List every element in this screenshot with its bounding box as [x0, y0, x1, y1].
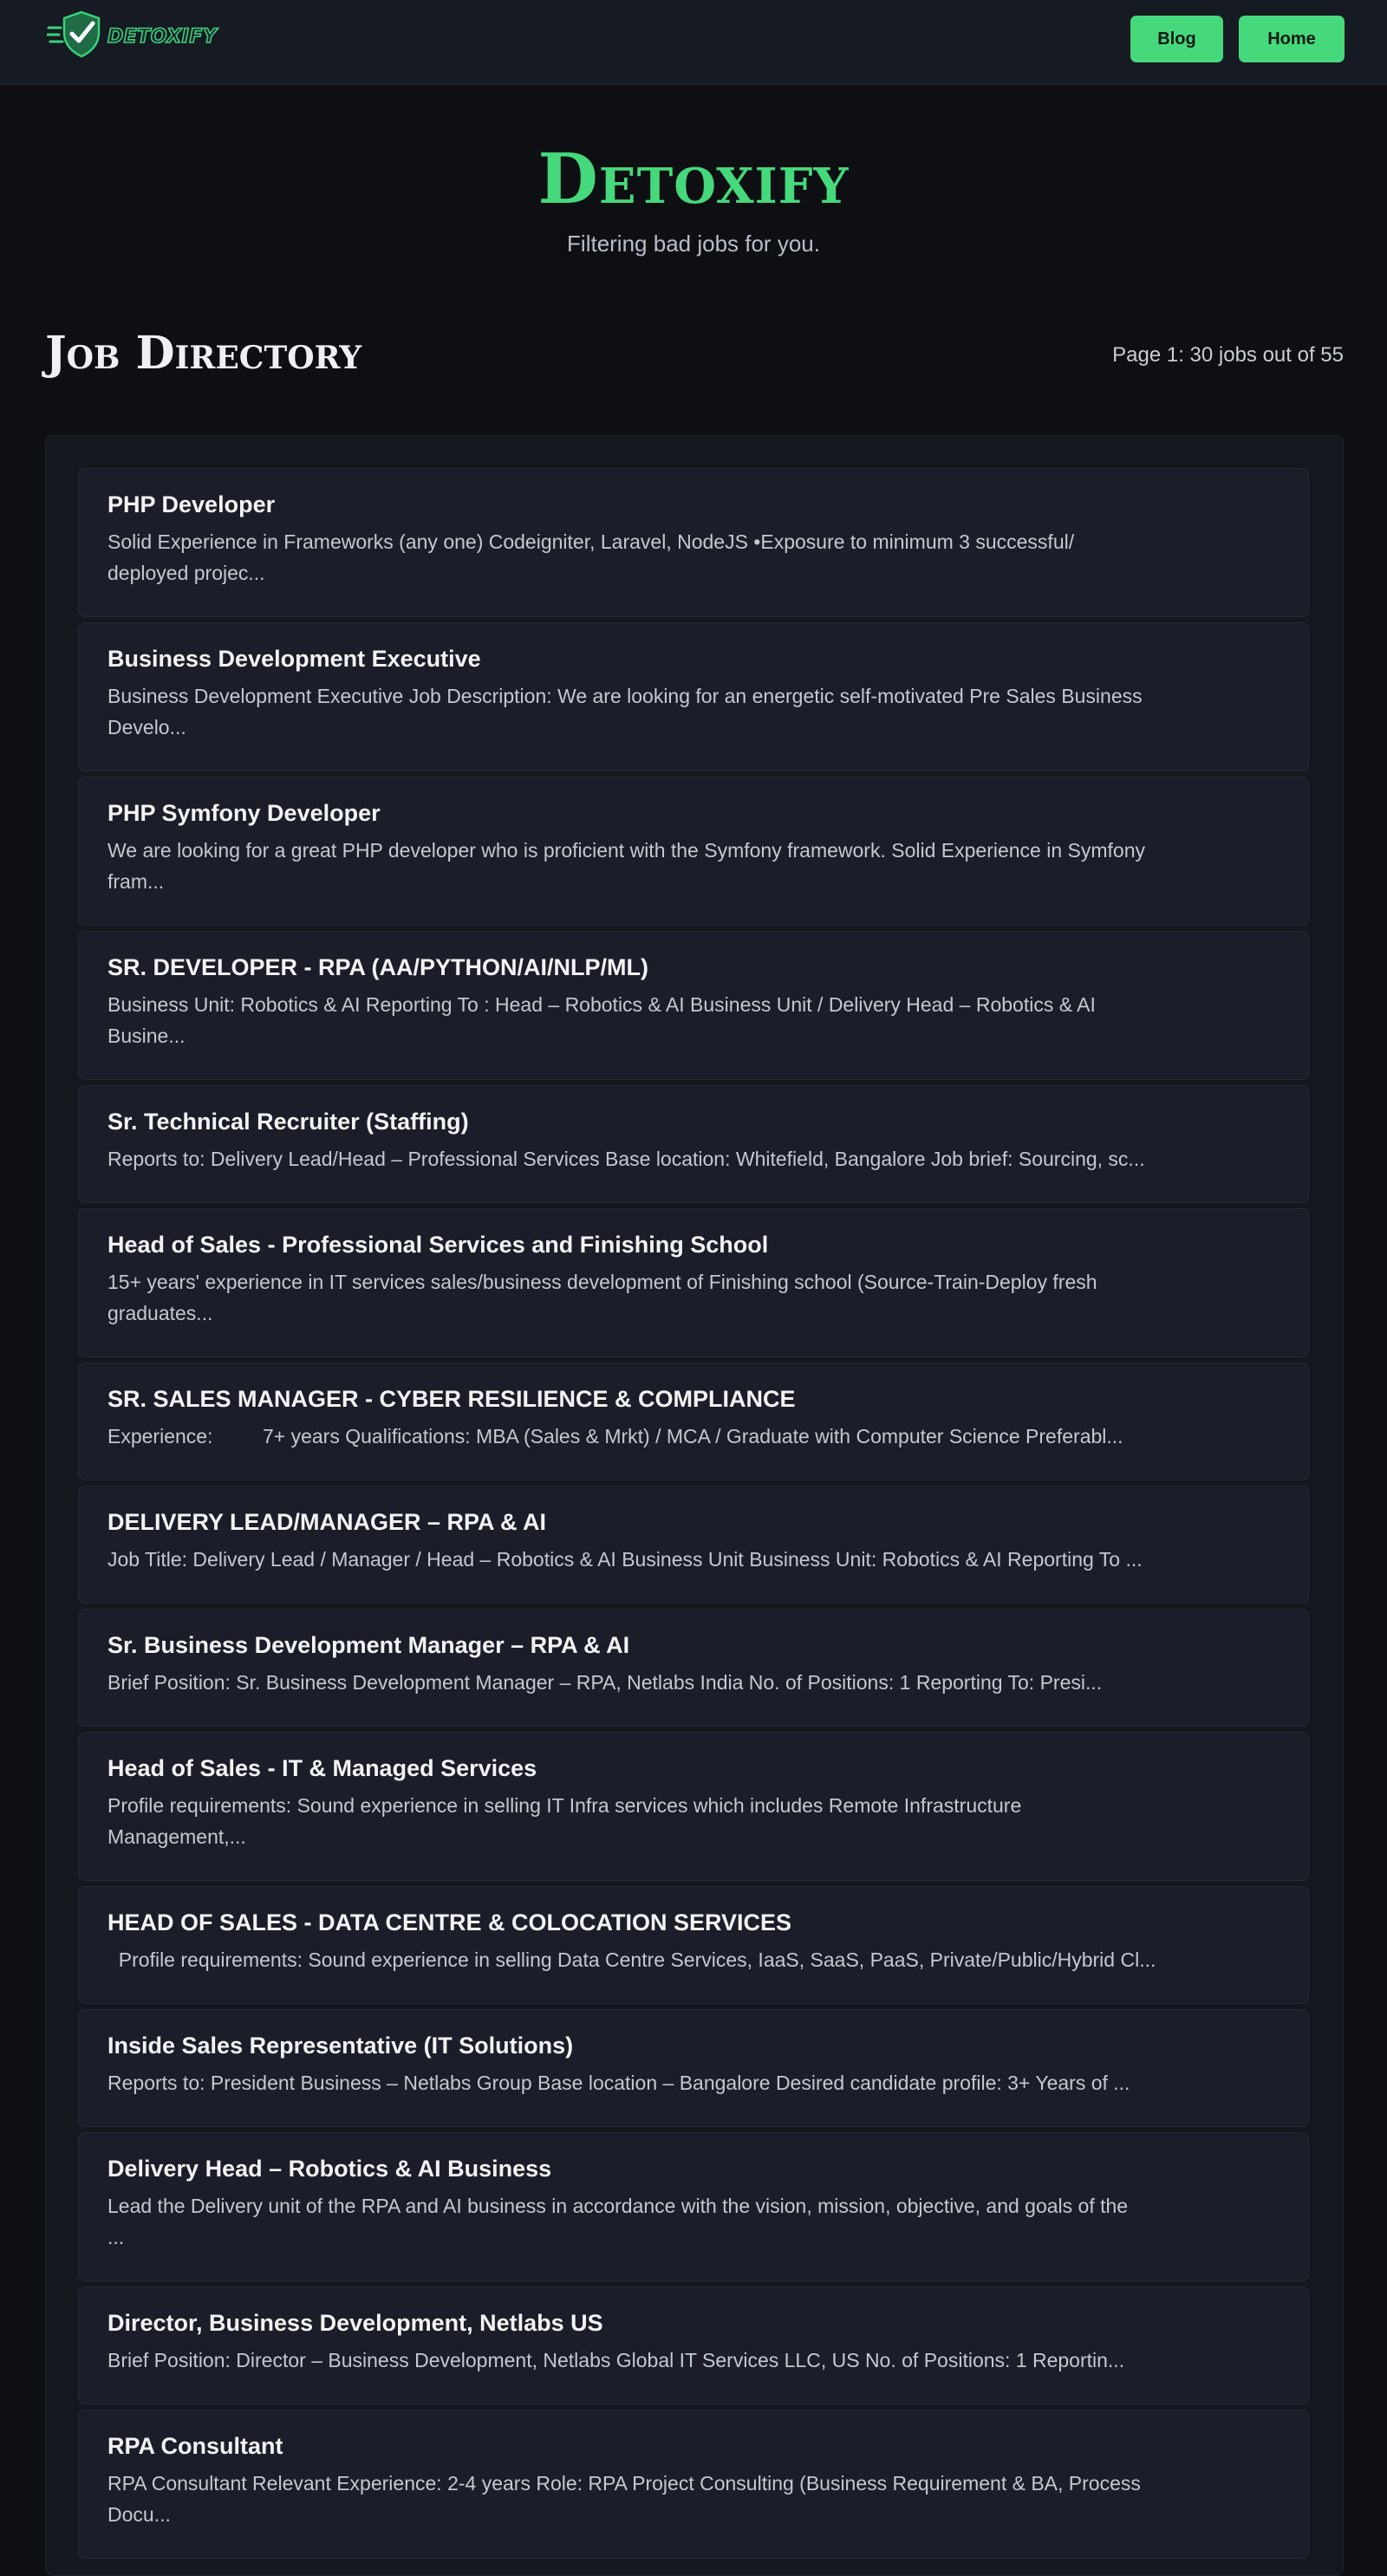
top-navbar [0, 0, 1387, 85]
job-title[interactable]: DELIVERY LEAD/MANAGER – RPA & AI [107, 1509, 547, 1535]
job-card[interactable] [78, 1609, 1309, 1727]
job-description: Brief Position: Sr. Business Development Manager – RPA, Netlabs India No. of Positions: 1 Reporting To: Presi... [107, 1671, 1103, 1694]
blog-button[interactable]: Blog [1130, 16, 1223, 62]
job-card[interactable] [78, 1363, 1309, 1480]
job-description: Reports to: Delivery Lead/Head – Professional Services Base location: Whitefield, Bangalore Job brief: Sourcing, sc... [107, 1148, 1145, 1170]
job-title[interactable]: HEAD OF SALES - DATA CENTRE & COLOCATION SERVICES [107, 1909, 792, 1935]
job-title[interactable]: Business Development Executive [107, 646, 481, 672]
job-title[interactable]: Sr. Technical Recruiter (Staffing) [107, 1109, 469, 1135]
job-description: Lead the Delivery unit of the RPA and AI business in accordance with the vision, mission, objective, and goals of the ... [107, 2195, 1129, 2248]
job-card[interactable] [78, 1732, 1309, 1881]
shield-check-icon [47, 10, 104, 63]
job-card[interactable] [78, 1085, 1309, 1203]
hero-title: Detoxify [537, 138, 850, 219]
job-card[interactable] [78, 1886, 1309, 2004]
job-description: Business Unit: Robotics & AI Reporting To : Head – Robotics & AI Business Unit / Delivery Head – Robotics & AI Busine... [107, 993, 1096, 1047]
job-card[interactable] [78, 468, 1309, 617]
job-title[interactable]: PHP Developer [107, 491, 276, 517]
job-title[interactable]: Director, Business Development, Netlabs US [107, 2310, 603, 2336]
home-button[interactable]: Home [1239, 16, 1345, 62]
job-description: RPA Consultant Relevant Experience: 2-4 years Role: RPA Project Consulting (Business Requirement & BA, Process Docu... [107, 2472, 1141, 2526]
hero-subtitle: Filtering bad jobs for you. [567, 231, 820, 257]
job-description: Reports to: President Business – Netlabs Group Base location – Bangalore Desired candidate profile: 3+ Years of ... [107, 2072, 1130, 2094]
job-card[interactable] [78, 1486, 1309, 1603]
job-title[interactable]: Head of Sales - Professional Services and Finishing School [107, 1232, 769, 1258]
job-card[interactable] [78, 2009, 1309, 2127]
logo-text: DETOXIFY [107, 25, 218, 48]
job-title[interactable]: Sr. Business Development Manager – RPA & AI [107, 1632, 630, 1658]
job-description: Profile requirements: Sound experience in selling IT Infra services which includes Remote Infrastructure Management,... [107, 1794, 1022, 1848]
job-title[interactable]: SR. DEVELOPER - RPA (AA/PYTHON/AI/NLP/ML) [107, 954, 649, 980]
job-title[interactable]: Inside Sales Representative (IT Solutions) [107, 2033, 574, 2059]
job-card[interactable] [78, 622, 1309, 771]
job-description: Experience: 7+ years Qualifications: MBA (Sales & Mrkt) / MCA / Graduate with Computer Science Preferabl... [107, 1425, 1123, 1447]
job-description: We are looking for a great PHP developer who is proficient with the Symfony framework. Solid Experience in Symfony fram... [107, 839, 1145, 893]
job-description: Profile requirements: Sound experience in selling Data Centre Services, IaaS, SaaS, PaaS, Private/Public/Hybrid Cl... [107, 1948, 1156, 1971]
job-title[interactable]: Head of Sales - IT & Managed Services [107, 1755, 537, 1781]
job-card[interactable] [78, 931, 1309, 1080]
job-card[interactable] [78, 777, 1309, 926]
page-title: Job Directory [45, 327, 362, 380]
job-title[interactable]: Delivery Head – Robotics & AI Business [107, 2156, 552, 2182]
job-card[interactable] [78, 1208, 1309, 1357]
job-card[interactable] [78, 2132, 1309, 2281]
site-logo[interactable] [47, 12, 217, 61]
job-title[interactable]: RPA Consultant [107, 2433, 283, 2459]
job-description: Solid Experience in Frameworks (any one) Codeigniter, Laravel, NodeJS •Exposure to minimum 3 successful/ deployed projec... [107, 530, 1075, 584]
job-title[interactable]: PHP Symfony Developer [107, 800, 381, 826]
job-description: Brief Position: Director – Business Development, Netlabs Global IT Services LLC, US No. of Positions: 1 Reportin... [107, 2349, 1125, 2371]
job-description: Business Development Executive Job Description: We are looking for an energetic self-motivated Pre Sales Business Develo... [107, 685, 1143, 738]
job-description: Job Title: Delivery Lead / Manager / Head – Robotics & AI Business Unit Business Unit: Robotics & AI Reporting To ... [107, 1548, 1143, 1571]
job-title[interactable]: SR. SALES MANAGER - CYBER RESILIENCE & COMPLIANCE [107, 1386, 796, 1412]
job-card[interactable] [78, 2287, 1309, 2404]
job-description: 15+ years' experience in IT services sales/business development of Finishing school (Source-Train-Deploy fresh graduates... [107, 1271, 1097, 1324]
job-card[interactable] [78, 2410, 1309, 2559]
pagination-info: Page 1: 30 jobs out of 55 [1112, 343, 1344, 367]
